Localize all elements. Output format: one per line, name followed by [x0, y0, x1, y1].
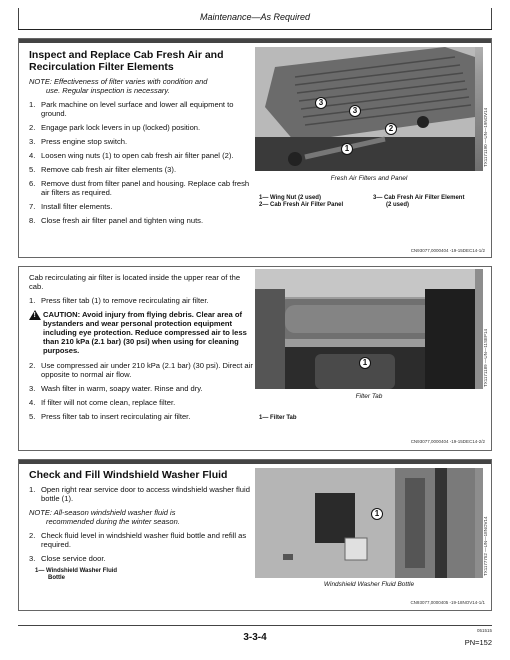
header-title: Maintenance—As Required [199, 12, 311, 22]
section1-note-cont: use. Regular inspection is necessary. [46, 86, 170, 95]
section3-text [29, 469, 255, 582]
step: 5. Press filter tab to insert recirculating air filter. [29, 412, 191, 421]
step: 4. If filter will not come clean, replace filter. [29, 398, 176, 407]
filter-tab-illustration [255, 269, 475, 389]
image-code: TX1171189 —UN—11SEP14 [483, 328, 488, 387]
washer-bottle-photo [255, 468, 483, 578]
callout-1: 1 [359, 357, 371, 369]
page-number: 3-3-4 [243, 632, 267, 643]
callout-1: 1 [341, 143, 353, 155]
section2-intro: Cab recirculating air filter is located inside the upper rear of the cab. [29, 273, 241, 291]
step: 2. Engage park lock levers in up (locked) position. [29, 123, 201, 132]
figure-caption: Filter Tab [355, 393, 383, 400]
reference-code: CN93077,0000405 -19-18NOV14-1/1 [410, 600, 485, 605]
step: 4. Loosen wing nuts (1) to open cab fresh air filter panel (2). [29, 151, 234, 160]
reference-code: CN93077,0000404 -19-15DEC14-1/2 [410, 248, 485, 253]
step: 8. Close fresh air filter panel and tighten wing nuts. [29, 216, 204, 225]
running-header [18, 8, 492, 30]
section2-steps-cont [29, 361, 255, 421]
section1-title: Inspect and Replace Cab Fresh Air and Recirculation Filter Elements [29, 49, 224, 73]
section3-note-cont: recommended during the winter season. [46, 517, 180, 526]
section2-text [29, 273, 255, 426]
section2-figure [255, 269, 491, 450]
section-top-bar [19, 460, 491, 464]
section3-title: Check and Fill Windshield Washer Fluid [29, 469, 228, 481]
washer-bottle-illustration [255, 468, 475, 578]
footer-rule [18, 625, 492, 626]
reference-code: CN93077,0000404 -19-15DEC14-2/2 [410, 439, 485, 444]
callout-1: 1 [371, 508, 383, 520]
section1-text [29, 49, 255, 230]
step: 5. Remove cab fresh air filter elements (3). [29, 165, 177, 174]
legend-item: 2— Cab Fresh Air Filter Panel [259, 202, 344, 208]
fresh-air-filter-photo [255, 47, 483, 171]
legend-item: Bottle [48, 575, 65, 581]
caution-block [29, 310, 255, 355]
section3-note [29, 508, 255, 526]
warning-icon [29, 310, 41, 320]
callout-3: 3 [349, 105, 361, 117]
caution-text: CAUTION: Avoid injury from flying debris. Clear area of bystanders and wear personal protection equipment including eye protection. Reduce compressed air to less than 210 kPa (2.1 bar) (30 psi) when using for cleaning purposes. [43, 310, 247, 355]
filter-tab-photo [255, 269, 483, 389]
section1-note [29, 77, 255, 95]
step: 2. Use compressed air under 210 kPa (2.1 bar) (30 psi). Direct air opposite to normal air flow. [29, 361, 253, 379]
callout-3: 3 [315, 97, 327, 109]
section1-note-lead: NOTE: Effectiveness of filter varies with condition and [29, 77, 208, 86]
step: 1. Open right rear service door to access windshield washer fluid bottle (1). [29, 485, 250, 503]
figure-caption: Fresh Air Filters and Panel [330, 175, 408, 182]
section3-note-lead: NOTE: All-season windshield washer fluid is [29, 508, 176, 517]
step: 3. Press engine stop switch. [29, 137, 128, 146]
image-code: TX1177752 —UN—18NOV14 [483, 516, 488, 576]
section-washer-fluid [18, 459, 492, 611]
callout-2: 2 [385, 123, 397, 135]
section3-steps-cont [29, 531, 255, 563]
section2-steps [29, 296, 255, 305]
image-code: TX1171190 —UN—19NOV14 [483, 107, 488, 167]
footer-date-code: 051515 [476, 628, 492, 633]
step: 1. Park machine on level surface and lower all equipment to ground. [29, 100, 234, 118]
step: 3. Wash filter in warm, soapy water. Rinse and dry. [29, 384, 203, 393]
legend-item: (2 used) [386, 202, 410, 208]
section3-steps [29, 485, 255, 503]
figure-caption: Windshield Washer Fluid Bottle [323, 581, 415, 588]
legend-item: 1— Windshield Washer Fluid [35, 568, 118, 574]
step: 7. Install filter elements. [29, 202, 113, 211]
step: 2. Check fluid level in windshield washer fluid bottle and refill as required. [29, 531, 247, 549]
section1-figure [255, 47, 491, 257]
step: 6. Remove dust from filter panel and housing. Replace cab fresh air filters as required. [29, 179, 250, 197]
section-cab-filters [18, 38, 492, 258]
legend-item: 1— Wing Nut (2 used) [259, 195, 321, 201]
legend-item: 3— Cab Fresh Air Filter Element [373, 195, 465, 201]
section3-figure [255, 468, 491, 610]
fresh-air-filter-illustration [255, 47, 475, 171]
section1-steps [29, 100, 255, 225]
section-top-bar [19, 39, 491, 43]
step: 1. Press filter tab (1) to remove recirculating air filter. [29, 296, 209, 305]
footer-pn: PN=152 [464, 638, 492, 647]
step: 3. Close service door. [29, 554, 106, 563]
section-recirculating-filter [18, 266, 492, 451]
legend-item: 1— Filter Tab [259, 415, 297, 421]
